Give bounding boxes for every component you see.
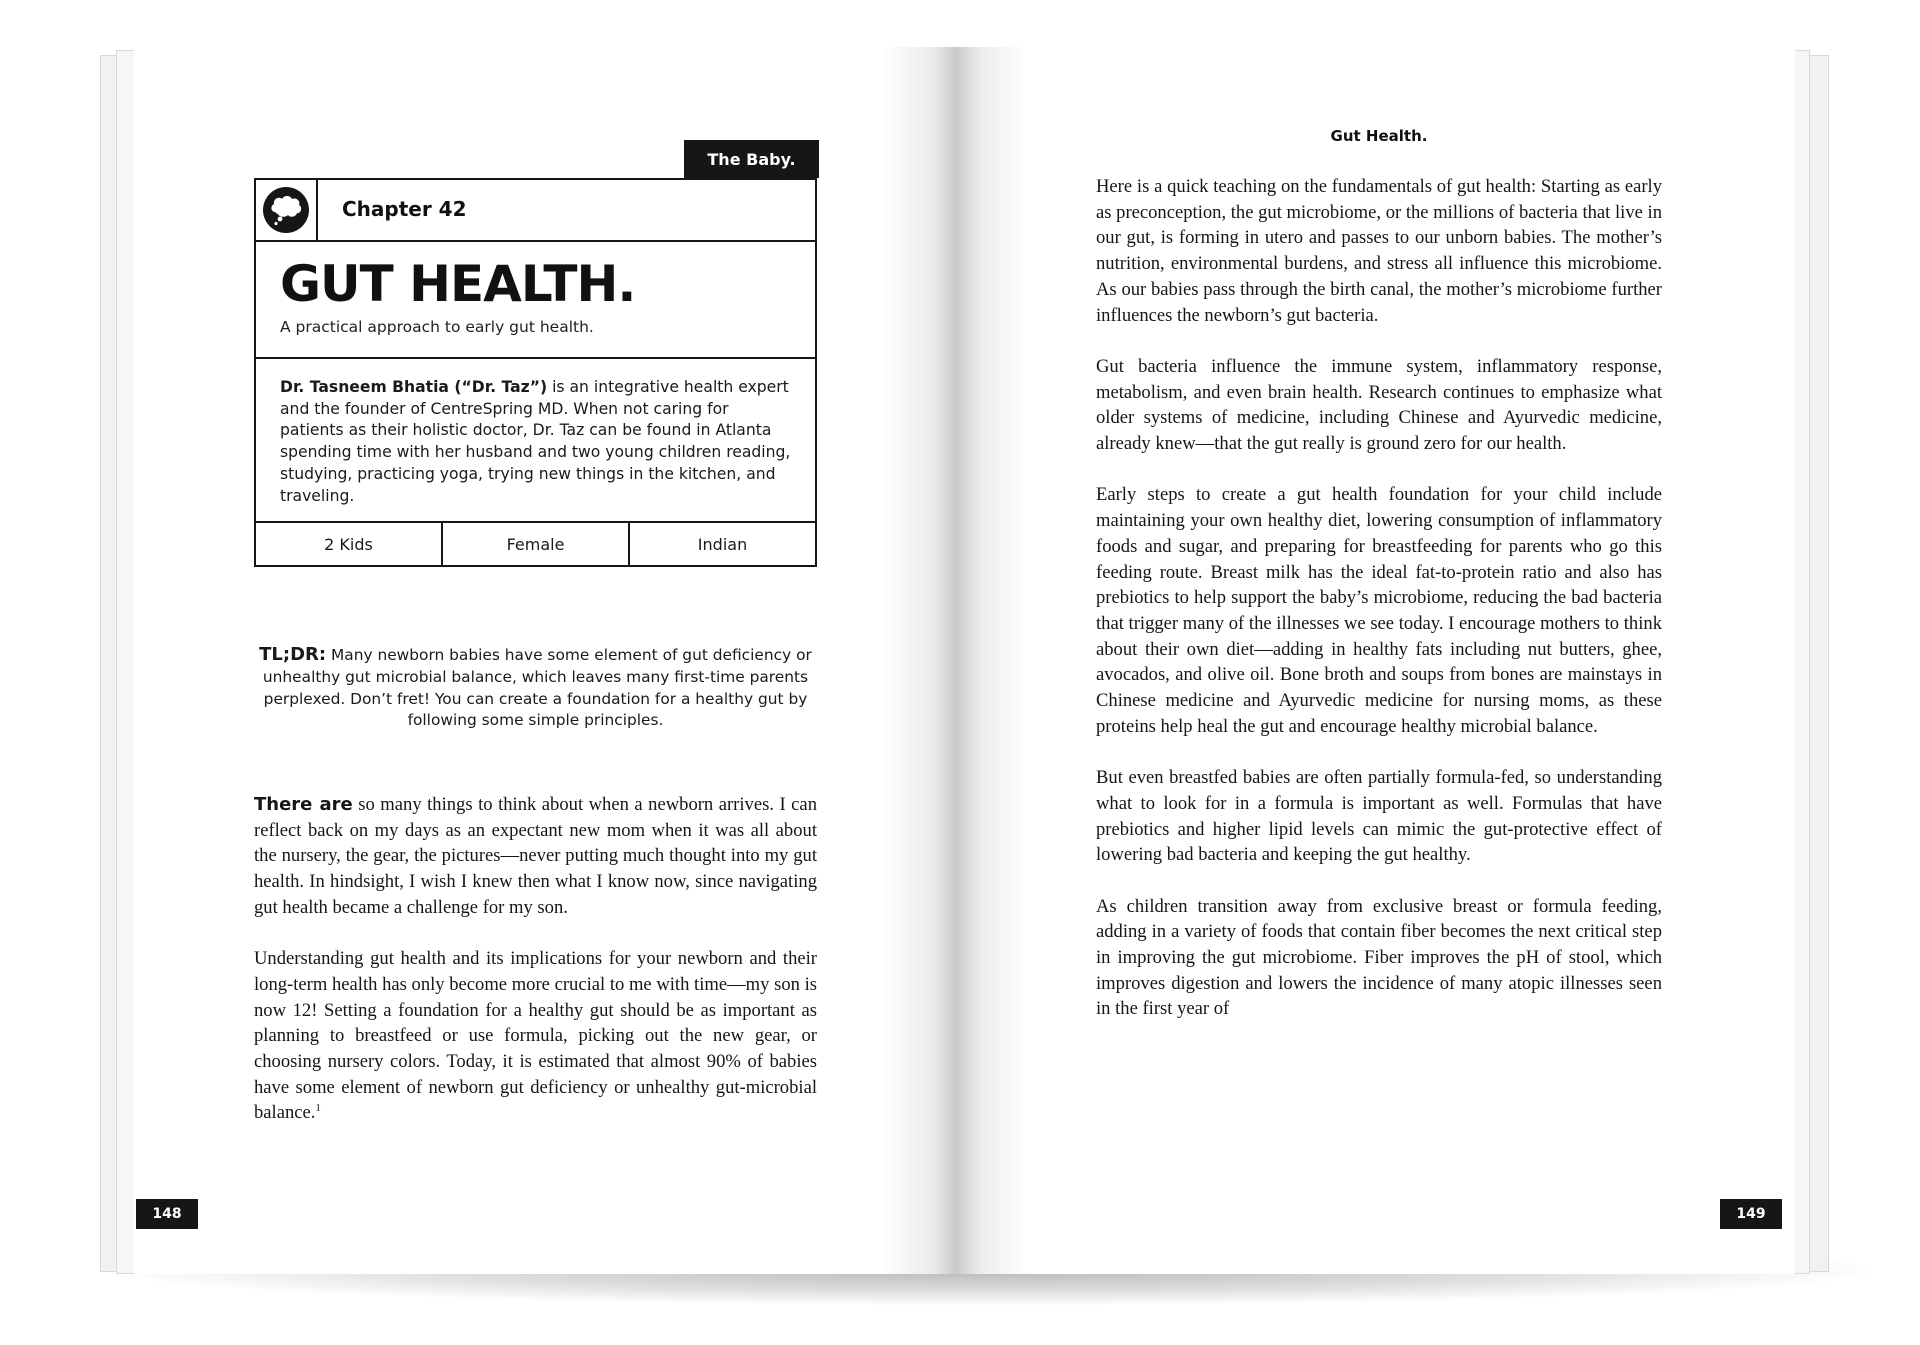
section-tab: The Baby. [684,140,819,178]
right-paragraph-5: As children transition away from exclusive breast or formula feeding, adding in a variety of foods that contain fiber becomes the next critical step in improving the gut microbiome. Fiber improves the pH of stool, which improves digestion and lowers the incidence of many atopic illnesses seen in the first year of [1096,895,1662,1020]
left-paragraph-2 [254,946,817,1126]
right-paragraph-4: But even breastfed babies are often partially formula-fed, so understanding what to look for in a formula is important as well. Formulas that have prebiotics and higher lipid levels can mimic the gut-protective effect of lowering bad bacteria and keeping the gut healthy. [1096,767,1662,866]
chapter-title: GUT HEALTH. [280,255,636,313]
stat-ethnicity: Indian [697,534,748,554]
gutter-shadow-right [957,47,1027,1274]
left-body-text [254,792,817,1152]
right-body-text [1096,174,1662,1022]
footnote-marker: 1 [315,1102,321,1115]
author-bio [280,377,795,507]
page-number-right: 149 [1720,1199,1782,1229]
chapter-subtitle: A practical approach to early gut health. [280,318,594,336]
author-name: Dr. Tasneem Bhatia (“Dr. Taz”) [280,378,548,396]
stat-kids: 2 Kids [256,523,443,565]
right-paragraph-1: Here is a quick teaching on the fundamentals of gut health: Starting as early as preconception, the gut microbiome, or the millions of bacteria that live in our gut, is forming in utero and passes to our unborn babies. The mother’s nutrition, environmental burdens, and stress all influence this microbiome. As our babies pass through the birth canal, the mother’s microbiome further influences the newborn’s gut bacteria. [1096,176,1662,326]
left-paragraph-2-text: Understanding gut health and its implications for your newborn and their long-term health has only become more crucial to me with time—my son is now 12! Setting a foundation for a healthy gut should be as important as planning to breastfeed or use formula, picking out the new gear, or choosing nursery colors. Today, it is estimated that almost 90% of babies have some element of newborn gut deficiency or unhealthy gut-microbial balance. [254,948,817,1124]
chapter-row [256,180,815,242]
chapter-icon-cell [256,180,318,240]
tldr-label: TL;DR: [259,644,327,665]
brain-thought-bubble-icon [261,185,311,235]
tldr-text: Many newborn babies have some element of gut deficiency or unhealthy gut microbial balance, which leaves many first-time parents perplexed. Don’t fret! You can create a foundation for a healthy gut by following some simple principles. [262,646,812,730]
tldr-summary [254,644,817,732]
left-paragraph-1-text: so many things to think about when a newborn arrives. I can reflect back on my days as an expectant new mom when it was all about the nursery, the gear, the pictures—never putting much thought into my gut health. In hindsight, I wish I knew then what I know now, since navigating gut health became a challenge for my son. [254,794,817,918]
title-row [256,242,815,359]
chapter-box [254,178,817,567]
gutter-shadow-left [880,47,957,1274]
chapter-number: Chapter 42 [342,197,467,221]
stat-gender: Female [443,523,630,565]
right-paragraph-2: Gut bacteria influence the immune system, inflammatory response, metabolism, and even brain health. Research continues to emphasize what older systems of medicine, including Chinese and Ayurvedic medicine, already knew—that the gut really is ground zero for our health. [1096,355,1662,455]
left-paragraph-1 [254,792,817,921]
running-head: Gut Health. [1330,127,1428,145]
author-stats [256,521,815,565]
page-number-left: 148 [136,1199,198,1229]
lead-in: There are [254,794,353,815]
right-paragraph-3: Early steps to create a gut health foundation for your child include maintaining your own healthy diet, lowering consumption of inflammatory foods and sugar, and preparing for breastfeeding for parents who go this feeding route. Breast milk has the ideal fat-to-protein ratio and also has prebiotics to help support the baby’s microbiome, reducing the bad bacteria that trigger many of the illnesses we see today. I encourage mothers to think about their own diet—adding in healthy fats including nut butters, ghee, avocados, and olive oil. Bone broth and soups from bones are mainstays in Chinese medicine and Ayurvedic medicine for nursing moms, as these proteins help heal the gut and encourage healthy microbial balance. [1096,484,1662,737]
author-bio-text: is an integrative health expert and the founder of CentreSpring MD. When not caring for patients as their holistic doctor, Dr. Taz can be found in Atlanta spending time with her husband and two young children reading, studying, practicing yoga, trying new things in the kitchen, and traveling. [280,378,791,505]
